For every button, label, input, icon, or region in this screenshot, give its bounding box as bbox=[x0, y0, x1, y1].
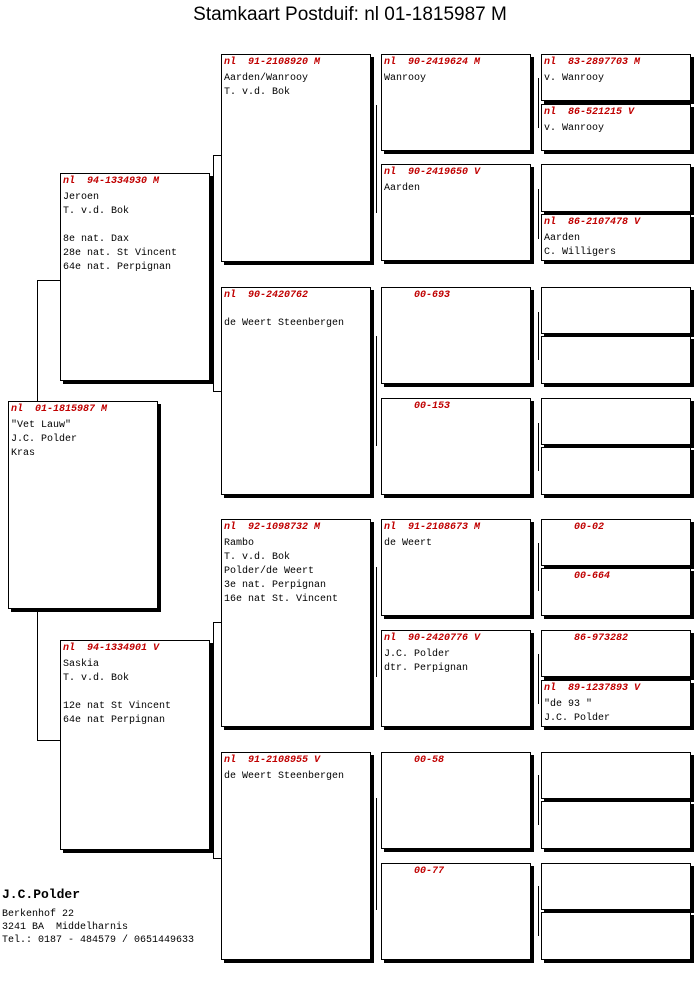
ring-number: 00-77 bbox=[414, 866, 445, 877]
great-grandparent-card-6 bbox=[381, 630, 531, 727]
connector-gp-ff-stub bbox=[213, 155, 221, 156]
g4-card-10 bbox=[541, 568, 691, 616]
result-line: 64e nat. Perpignan bbox=[63, 262, 172, 273]
g4-card-3 bbox=[541, 164, 691, 212]
pigeon-name: Rambo bbox=[224, 538, 255, 549]
ring-number: 00-02 bbox=[574, 522, 605, 533]
info-line: dtr. Perpignan bbox=[384, 663, 469, 674]
ring-number: nl 94-1334901 V bbox=[63, 643, 160, 654]
connector-gp-fm-stub bbox=[213, 391, 221, 392]
pigeon-name: Jeroen bbox=[63, 192, 100, 203]
ring-number: nl 94-1334930 M bbox=[63, 176, 160, 187]
g4-card-12 bbox=[541, 680, 691, 727]
grandmother-maternal-card bbox=[221, 752, 371, 960]
info-line: Kras bbox=[11, 448, 36, 459]
g4-card-9 bbox=[541, 519, 691, 566]
info-line: Wanrooy bbox=[384, 73, 427, 84]
owner-street: Berkenhof 22 bbox=[2, 909, 75, 920]
info-line: Aarden bbox=[384, 183, 421, 194]
ring-number: 86-973282 bbox=[574, 633, 629, 644]
connector-g3-2-3 bbox=[376, 336, 377, 446]
ring-number: nl 86-521215 V bbox=[544, 107, 635, 118]
ring-number: 00-693 bbox=[414, 290, 451, 301]
result-line: 64e nat Perpignan bbox=[63, 715, 166, 726]
info-line: de Weert Steenbergen bbox=[224, 771, 345, 782]
connector-g4-0-1 bbox=[538, 78, 539, 128]
g4-card-13 bbox=[541, 752, 691, 799]
owner-line: T. v.d. Bok bbox=[63, 206, 130, 217]
info-line: v. Wanrooy bbox=[544, 73, 605, 84]
g4-card-1 bbox=[541, 54, 691, 101]
owner-line: C. Willigers bbox=[544, 247, 617, 258]
ring-number: nl 83-2897703 M bbox=[544, 57, 641, 68]
connector-gp-mf-stub bbox=[213, 622, 221, 623]
connector-g3-0-1 bbox=[376, 105, 377, 213]
grandfather-paternal-card bbox=[221, 54, 371, 262]
connector-g4-12-13 bbox=[538, 775, 539, 825]
ring-number: nl 92-1098732 M bbox=[224, 522, 321, 533]
owner-phone: Tel.: 0187 - 484579 / 0651449633 bbox=[2, 935, 195, 946]
connector-mother-stub bbox=[37, 740, 60, 741]
owner-address-block bbox=[2, 887, 194, 947]
ring-number: nl 91-2108920 M bbox=[224, 57, 321, 68]
great-grandparent-card-2 bbox=[381, 164, 531, 261]
owner-line: T. v.d. Bok bbox=[224, 87, 291, 98]
pigeon-name: "de 93 " bbox=[544, 699, 593, 710]
connector-subject-father bbox=[37, 280, 38, 402]
info-line: de Weert bbox=[384, 538, 433, 549]
great-grandparent-card-1 bbox=[381, 54, 531, 151]
grandmother-paternal-card bbox=[221, 287, 371, 495]
g4-card-7 bbox=[541, 398, 691, 445]
info-line: Aarden/Wanrooy bbox=[224, 73, 309, 84]
g4-card-16 bbox=[541, 912, 691, 960]
owner-name: J.C.Polder bbox=[2, 887, 81, 902]
ring-number: nl 90-2419650 V bbox=[384, 167, 481, 178]
subject-card bbox=[8, 401, 158, 609]
owner-line: J.C. Polder bbox=[544, 713, 611, 724]
result-line: 28e nat. St Vincent bbox=[63, 248, 178, 259]
connector-gp-mm-stub bbox=[213, 858, 221, 859]
result-line: 3e nat. Perpignan bbox=[224, 580, 327, 591]
ring-number: nl 90-2420776 V bbox=[384, 633, 481, 644]
connector-g4-2-3 bbox=[538, 189, 539, 239]
g4-card-6 bbox=[541, 336, 691, 384]
g4-card-15 bbox=[541, 863, 691, 910]
owner-line: J.C. Polder bbox=[384, 649, 451, 660]
info-line: Polder/de Weert bbox=[224, 566, 315, 577]
result-line: 12e nat St Vincent bbox=[63, 701, 172, 712]
great-grandparent-card-8 bbox=[381, 863, 531, 960]
mother-card bbox=[60, 640, 210, 850]
g4-card-11 bbox=[541, 630, 691, 677]
pigeon-name: Saskia bbox=[63, 659, 100, 670]
ring-number: nl 89-1237893 V bbox=[544, 683, 641, 694]
info-line: v. Wanrooy bbox=[544, 123, 605, 134]
ring-number: nl 86-2107478 V bbox=[544, 217, 641, 228]
g4-card-2 bbox=[541, 104, 691, 151]
great-grandparent-card-3 bbox=[381, 287, 531, 384]
owner-line: J.C. Polder bbox=[11, 434, 78, 445]
result-line: 16e nat St. Vincent bbox=[224, 594, 339, 605]
connector-father-stub bbox=[37, 280, 60, 281]
pigeon-name: "Vet Lauw" bbox=[11, 420, 72, 431]
connector-g4-8-9 bbox=[538, 543, 539, 591]
info-line: de Weert Steenbergen bbox=[224, 318, 345, 329]
g4-card-8 bbox=[541, 447, 691, 495]
ring-number: 00-153 bbox=[414, 401, 451, 412]
info-line: Aarden bbox=[544, 233, 581, 244]
ring-number: nl 91-2108673 M bbox=[384, 522, 481, 533]
ring-number: 00-58 bbox=[414, 755, 445, 766]
ring-number: nl 90-2420762 bbox=[224, 290, 309, 301]
g4-card-5 bbox=[541, 287, 691, 334]
page-title: Stamkaart Postduif: nl 01-1815987 M bbox=[193, 4, 507, 25]
great-grandparent-card-7 bbox=[381, 752, 531, 849]
owner-line: T. v.d. Bok bbox=[63, 673, 130, 684]
great-grandparent-card-4 bbox=[381, 398, 531, 495]
connector-g4-6-7 bbox=[538, 423, 539, 471]
g4-card-4 bbox=[541, 214, 691, 261]
connector-g3-4-5 bbox=[376, 567, 377, 677]
ring-number: nl 90-2419624 M bbox=[384, 57, 481, 68]
connector-subject-mother bbox=[37, 610, 38, 740]
ring-number: nl 01-1815987 M bbox=[11, 404, 108, 415]
ring-number: 00-664 bbox=[574, 571, 611, 582]
connector-g4-14-15 bbox=[538, 886, 539, 936]
grandfather-maternal-card bbox=[221, 519, 371, 727]
great-grandparent-card-5 bbox=[381, 519, 531, 616]
connector-mother-parents bbox=[213, 622, 214, 858]
father-card bbox=[60, 173, 210, 381]
owner-city: 3241 BA Middelharnis bbox=[2, 922, 129, 933]
connector-father-parents bbox=[213, 155, 214, 391]
connector-g4-4-5 bbox=[538, 312, 539, 360]
connector-g4-10-11 bbox=[538, 654, 539, 704]
owner-line: T. v.d. Bok bbox=[224, 552, 291, 563]
result-line: 8e nat. Dax bbox=[63, 234, 130, 245]
connector-g3-6-7 bbox=[376, 798, 377, 910]
ring-number: nl 91-2108955 V bbox=[224, 755, 321, 766]
g4-card-14 bbox=[541, 801, 691, 849]
